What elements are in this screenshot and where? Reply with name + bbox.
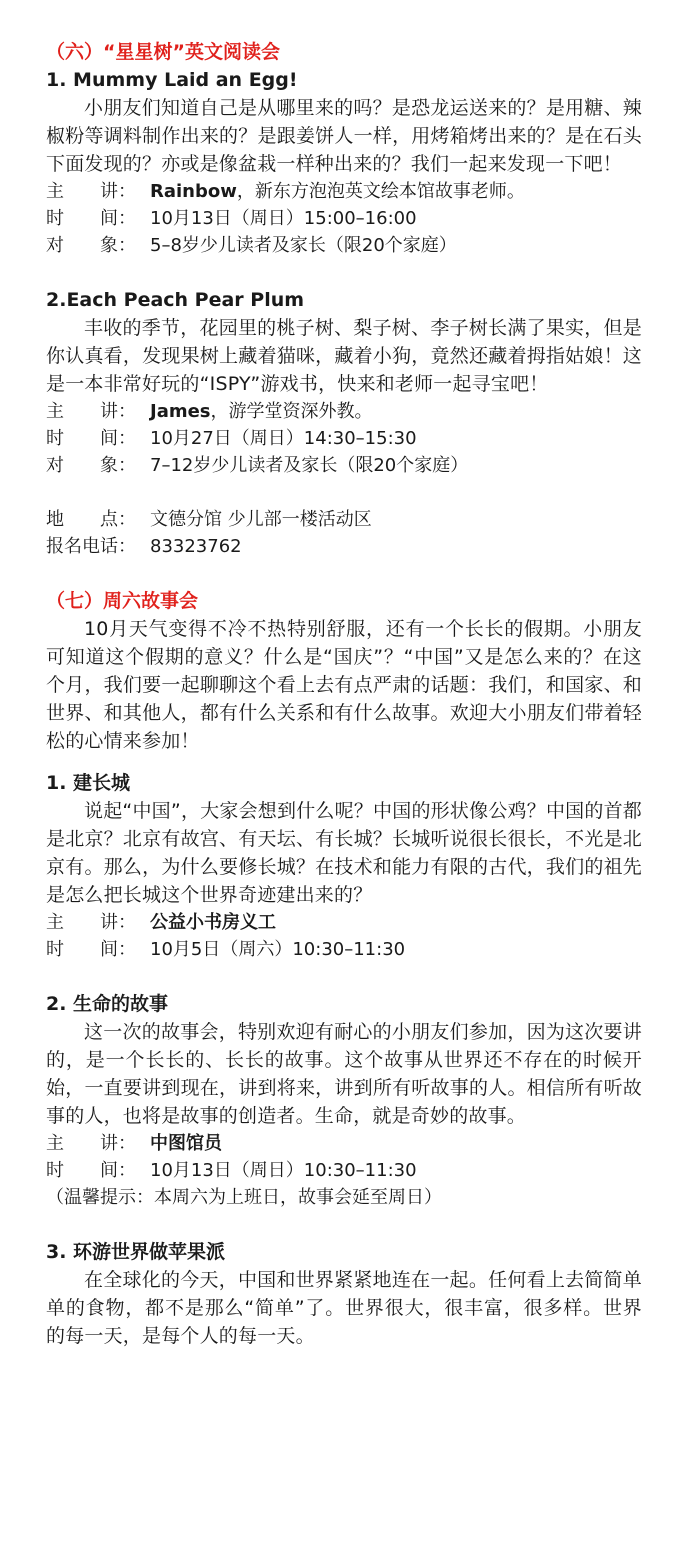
event-1-time xyxy=(46,205,642,232)
audience-value: 7–12岁少儿读者及家长（限20个家庭） xyxy=(150,455,469,476)
event-1-title: 1. Mummy Laid an Egg! xyxy=(46,69,298,91)
story-2-title: 2. 生命的故事 xyxy=(46,993,169,1015)
phone-line xyxy=(46,533,642,560)
audience-value: 5–8岁少儿读者及家长（限20个家庭） xyxy=(150,235,457,256)
story-1-time xyxy=(46,936,642,963)
spacer xyxy=(46,259,642,286)
audience-label: 对 象： xyxy=(46,455,136,476)
spacer xyxy=(46,1211,642,1238)
spacer xyxy=(46,479,642,506)
spacer xyxy=(46,560,642,587)
event-2-speaker xyxy=(46,398,642,425)
spacer xyxy=(46,963,642,990)
event-2-time xyxy=(46,425,642,452)
speaker-detail: ，游学堂资深外教。 xyxy=(210,401,373,422)
time-value: 10月13日（周日）15:00–16:00 xyxy=(150,208,417,229)
story-1-title: 1. 建长城 xyxy=(46,772,131,794)
speaker-name: Rainbow xyxy=(150,181,237,202)
location-value: 文德分馆 少儿部一楼活动区 xyxy=(150,509,372,530)
story-3-title: 3. 环游世界做苹果派 xyxy=(46,1241,226,1263)
speaker-label: 主 讲： xyxy=(46,181,136,202)
story-2-description: 这一次的故事会，特别欢迎有耐心的小朋友们参加，因为这次要讲的，是一个长长的、长长的故事。这个故事从世界还不存在的时候开始，一直要讲到现在，讲到将来，讲到所有听故事的人。相信所有听故事的人，也将是故事的创造者。生命，就是奇妙的故事。 xyxy=(46,1021,642,1127)
event-2-audience xyxy=(46,452,642,479)
time-value: 10月13日（周日）10:30–11:30 xyxy=(150,1160,417,1181)
time-label: 时 间： xyxy=(46,428,136,449)
speaker-name: James xyxy=(150,401,211,422)
event-1-speaker xyxy=(46,178,642,205)
event-1-description: 小朋友们知道自己是从哪里来的吗？是恐龙运送来的？是用糖、辣椒粉等调料制作出来的？是跟姜饼人一样，用烤箱烤出来的？是在石头下面发现的？亦或是像盆栽一样种出来的？我们一起来发现一下吧！ xyxy=(46,97,642,175)
speaker-label: 主 讲： xyxy=(46,401,136,422)
speaker-name: 公益小书房义工 xyxy=(150,912,276,933)
time-label: 时 间： xyxy=(46,208,136,229)
spacer xyxy=(46,755,642,769)
speaker-name: 中图馆员 xyxy=(150,1133,222,1154)
event-2-title: 2.Each Peach Pear Plum xyxy=(46,289,305,311)
section-6-title: （六）“星星树”英文阅读会 xyxy=(46,41,280,63)
event-1-audience xyxy=(46,232,642,259)
story-1-speaker xyxy=(46,909,642,936)
time-value: 10月5日（周六）10:30–11:30 xyxy=(150,939,406,960)
speaker-detail: ，新东方泡泡英文绘本馆故事老师。 xyxy=(236,181,525,202)
location-label: 地 点： xyxy=(46,509,136,530)
phone-value: 83323762 xyxy=(150,536,242,557)
story-2-speaker xyxy=(46,1130,642,1157)
story-2-note: （温馨提示：本周六为上班日，故事会延至周日） xyxy=(46,1187,442,1208)
time-label: 时 间： xyxy=(46,939,136,960)
story-3-description: 在全球化的今天，中国和世界紧紧地连在一起。任何看上去简简单单的食物，都不是那么“简单”了。世界很大，很丰富，很多样。世界的每一天，是每个人的每一天。 xyxy=(46,1269,642,1347)
time-label: 时 间： xyxy=(46,1160,136,1181)
event-2-description: 丰收的季节，花园里的桃子树、梨子树、李子树长满了果实，但是你认真看，发现果树上藏着猫咪，藏着小狗，竟然还藏着拇指姑娘！这是一本非常好玩的“ISPY”游戏书，快来和老师一起寻宝吧！ xyxy=(46,317,642,395)
speaker-label: 主 讲： xyxy=(46,912,136,933)
location-line xyxy=(46,506,642,533)
phone-label: 报名电话： xyxy=(46,536,136,557)
section-7-title: （七）周六故事会 xyxy=(46,590,199,612)
story-1-description: 说起“中国”，大家会想到什么呢？中国的形状像公鸡？中国的首都是北京？北京有故宫、有天坛、有长城？长城听说很长很长，不光是北京有。那么，为什么要修长城？在技术和能力有限的古代，我们的祖先是怎么把长城这个世界奇迹建出来的？ xyxy=(46,800,642,906)
audience-label: 对 象： xyxy=(46,235,136,256)
section-7-intro: 10月天气变得不冷不热特别舒服，还有一个长长的假期。小朋友可知道这个假期的意义？什么是“国庆”？“中国”又是怎么来的？在这个月，我们要一起聊聊这个看上去有点严肃的话题：我们，和国家、和世界、和其他人，都有什么关系和有什么故事。欢迎大小朋友们带着轻松的心情来参加！ xyxy=(46,618,642,752)
time-value: 10月27日（周日）14:30–15:30 xyxy=(150,428,417,449)
speaker-label: 主 讲： xyxy=(46,1133,136,1154)
story-2-time xyxy=(46,1157,642,1184)
